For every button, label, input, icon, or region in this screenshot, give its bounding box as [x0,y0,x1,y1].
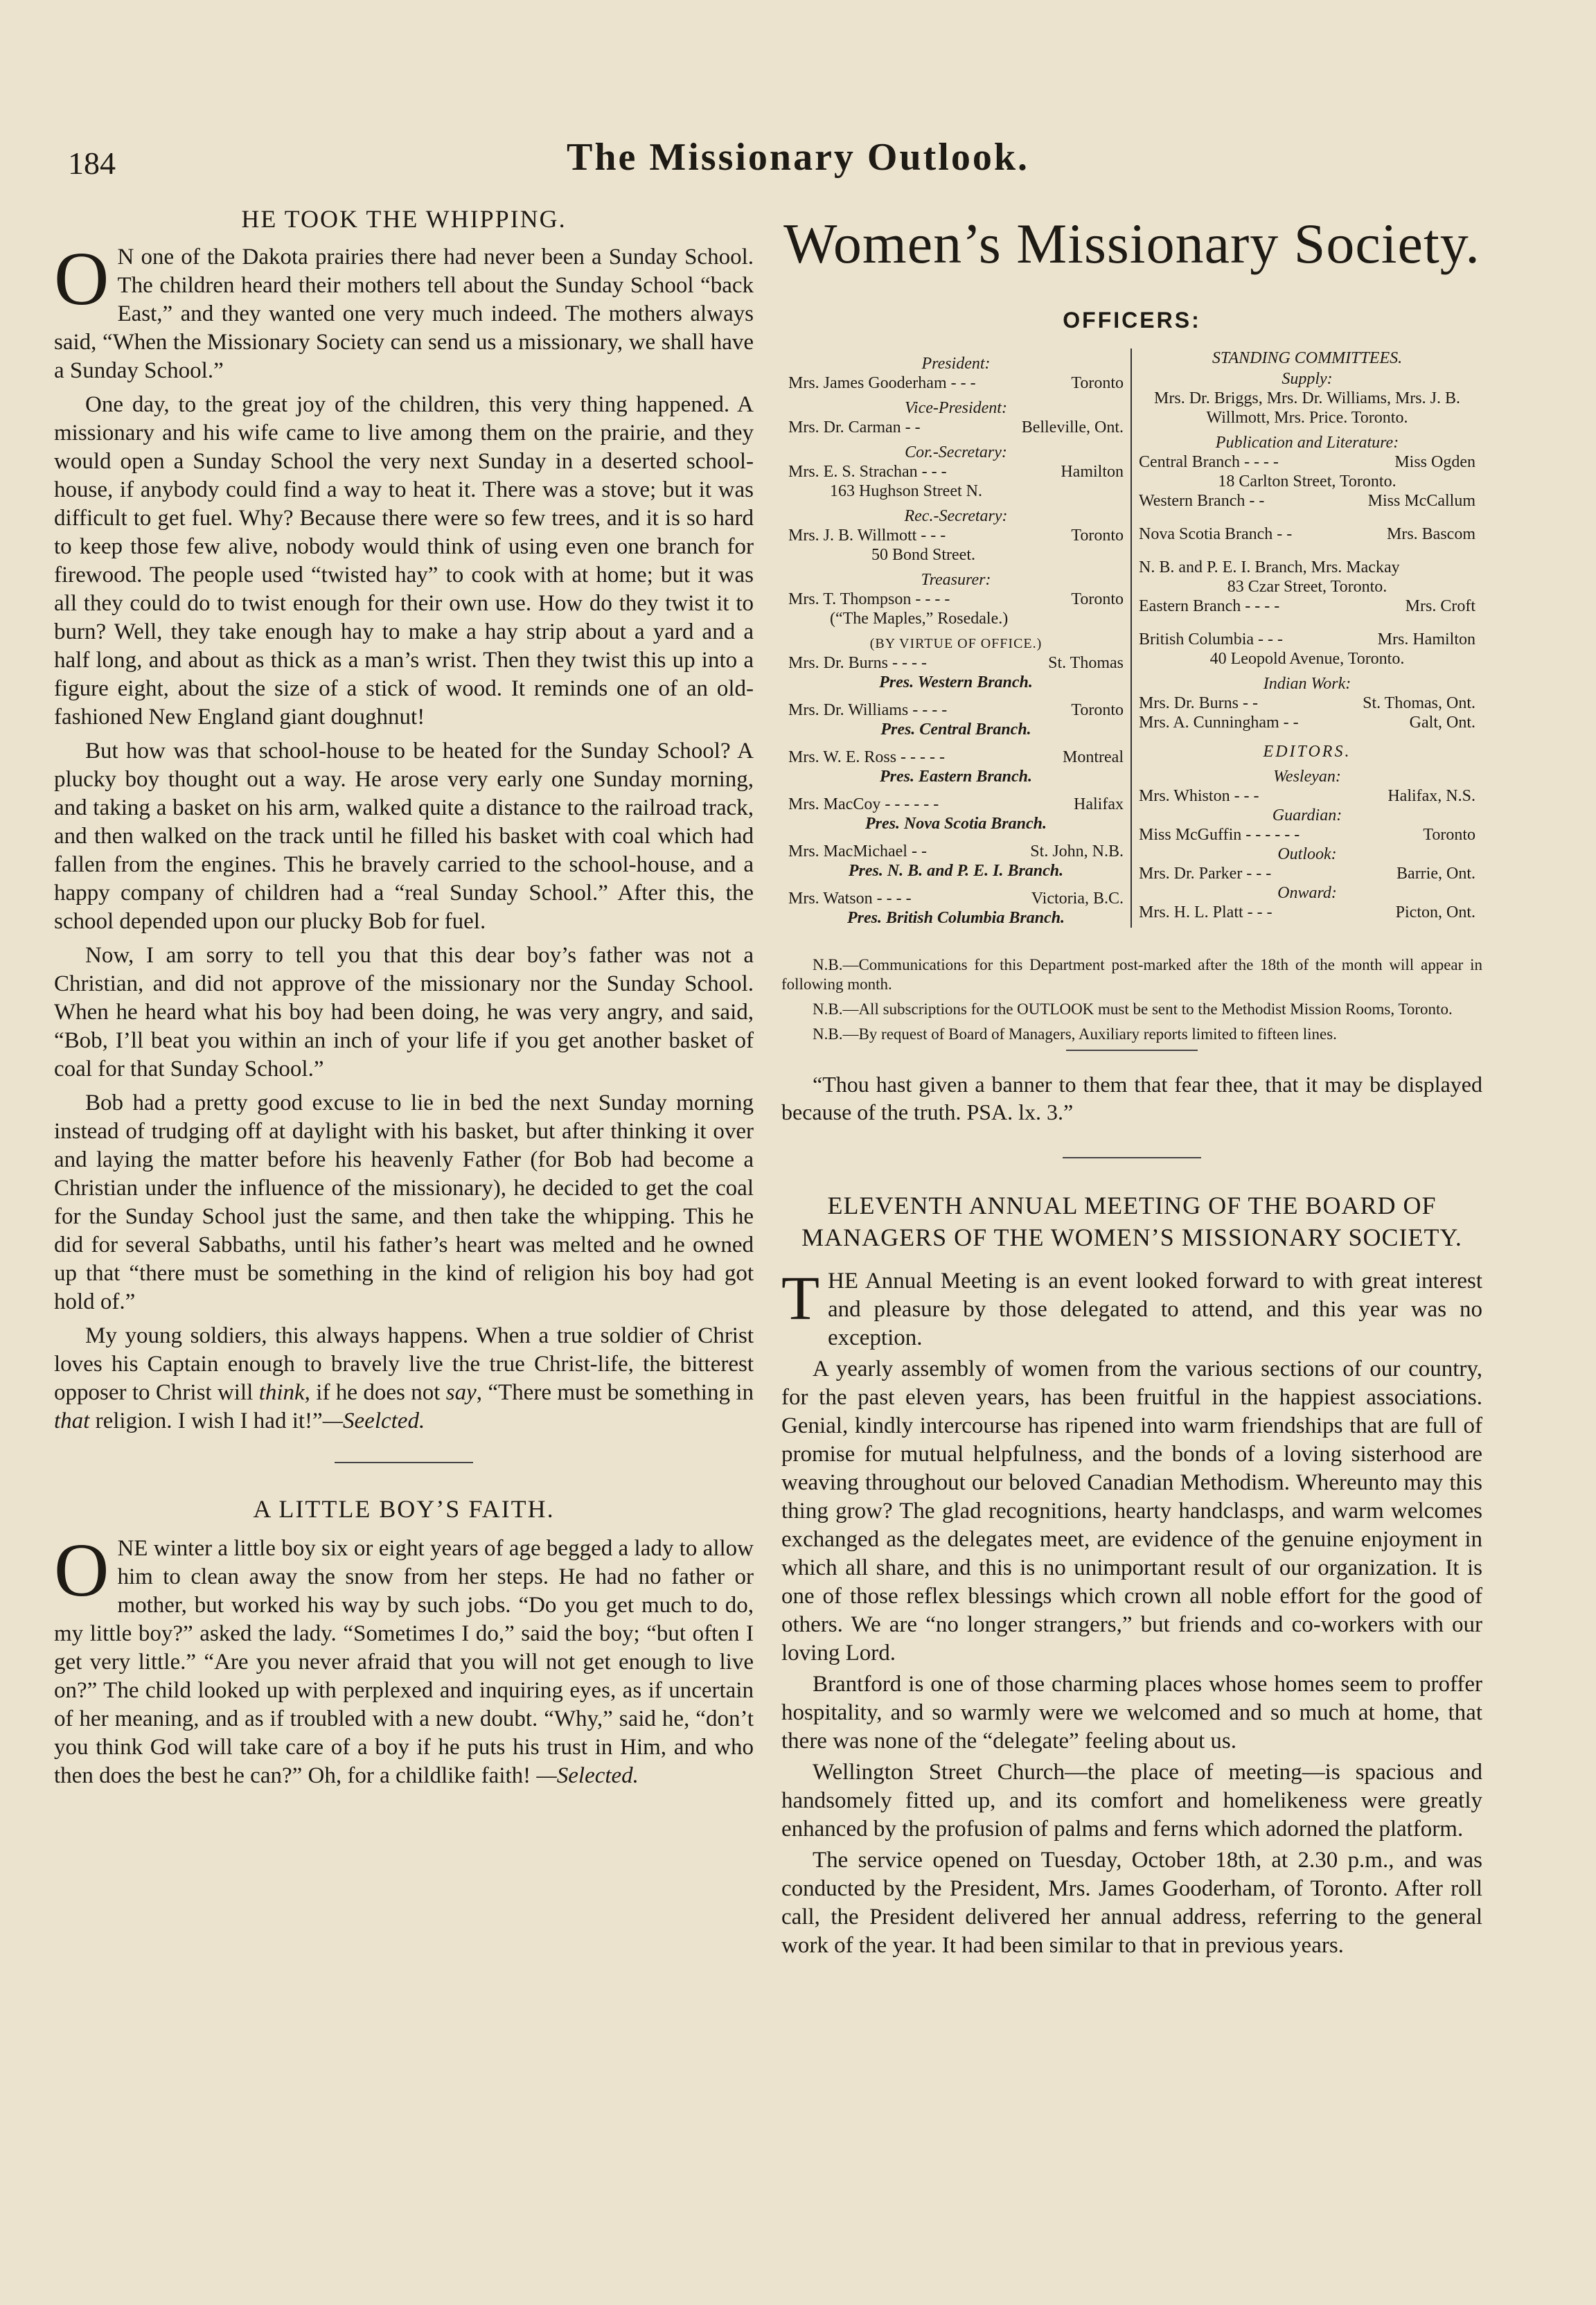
role-label: Cor.-Secretary: [905,443,1007,461]
committee-address: 40 Leopold Avenue, Toronto. [1209,650,1405,668]
article-heading-whipping: HE TOOK THE WHIPPING. [241,205,567,233]
editor-row: Mrs. Whiston - - - Halifax, N.S. [1139,787,1475,805]
article-paragraph: One day, to the great joy of the children, this very thing happened. A missionary and his wife came to live among them on the prairie, and they would open a Sunday School the very next Sunday in a deserted school-house, if anybody could find a way to heat it. There was a stove; but it was difficult to get fuel. Why? Because there were so few trees, and it is so hard to keep those few alive, nobody would think of using even one branch for firewood. The people used “twisted hay” to cook with at home; but it was all they could do to twist enough for their own use. How do they twist it to burn? Well, they take enough hay to make a hay strip about a yard and a half long, and about as thick as a man’s wrist. Then they twist this up into a figure eight, about the size of a stick of wood. It reminds one of an old-fashioned New England giant doughnut! [54,392,754,730]
committee-row: Eastern Branch - - - - Mrs. Croft [1139,597,1475,615]
committee-address: 18 Carlton Street, Toronto. [1218,473,1396,491]
right-column [781,204,1482,1960]
article-paragraph: Brantford is one of those charming places whose homes seem to proffer hospitality, and so warmly were we welcomed and so much at home, that there was none of the “delegate” feeling about us. [781,1672,1482,1754]
branch-president: Pres. N. B. and P. E. I. Branch. [848,862,1064,880]
signature: —Seelcted. [322,1408,425,1433]
officer-row: Mrs. J. B. Willmott - - - Toronto [788,527,1124,545]
committees-label: STANDING COMMITTEES. [1212,349,1403,367]
editor-row: Mrs. H. L. Platt - - - Picton, Ont. [1139,903,1475,921]
role-label: Rec.-Secretary: [904,507,1008,525]
committee-row: Central Branch - - - - Miss Ogden [1139,453,1475,471]
branch-president: Pres. Central Branch. [880,721,1031,739]
officers-left-list [781,348,1132,928]
left-column [54,204,754,1790]
role-label: Outlook: [1277,845,1337,863]
drop-cap: O [54,1528,109,1612]
drop-cap: O [54,236,109,321]
officer-address: 163 Hughson Street N. [830,482,982,500]
officers-title: OFFICERS: [1063,308,1201,333]
editor-row: Miss McGuffin - - - - - - Toronto [1139,826,1475,844]
article-paragraph: O N one of the Dakota prairies there had never been a Sunday School. The children heard their mothers tell about the Sunday School “back East,” and they wanted one very much indeed. The mothers always said, “When the Missionary Society can send us a missionary, we shall have a Sunday School.” [54,236,754,383]
committee-members: Mrs. Dr. Briggs, Mrs. Dr. Williams, Mrs. J. B. Willmott, Mrs. Price. Toronto. [1154,389,1460,427]
officer-row: Mrs. MacCoy - - - - - - Halifax [788,795,1124,813]
section-divider [335,1462,473,1463]
society-title: Women’s Missionary Society. [783,212,1480,275]
article-paragraph: My young soldiers, this always happens. When a true soldier of Christ loves his Captain enough to bravely live the true Christ-life, the bitterest opposer to Christ will think, if he does not say, “There must be something in that religion. I wish I had it!”—Seelcted. [54,1323,754,1433]
officer-row: Mrs. Dr. Burns - - - - St. Thomas [788,654,1124,672]
officer-row: Mrs. Watson - - - - Victoria, B.C. [788,890,1124,908]
signature: —Selected. [536,1763,639,1788]
section-divider [1066,1050,1198,1051]
role-label: Vice-President: [905,399,1007,417]
notes-block [781,955,1482,1044]
branch-president: Pres. Nova Scotia Branch. [864,815,1047,833]
article-paragraph: THE Annual Meeting is an event looked forward to with great interest and pleasure by those delegated to attend, and this year was no exception. [781,1264,1482,1350]
committee-address: 83 Czar Street, Toronto. [1227,578,1387,596]
article-paragraph: Wellington Street Church—the place of meeting—is spacious and handsomely fitted up, and its comfort and homelikeness were greatly enhanced by the profusion of palms and ferns which adorned the platform. [781,1760,1482,1842]
officer-row: Mrs. MacMichael - - St. John, N.B. [788,842,1124,860]
note: N.B.—All subscriptions for the OUTLOOK must be sent to the Methodist Mission Rooms, Toronto. [813,1000,1453,1018]
committee-row: Mrs. Dr. Burns - - St. Thomas, Ont. [1139,694,1475,712]
officer-row: Mrs. Dr. Carman - - Belleville, Ont. [788,418,1124,436]
role-label: Publication and Literature: [1215,434,1399,452]
officers-table [781,348,1482,928]
drop-cap: T [781,1264,819,1333]
scripture-quote: “Thou hast given a banner to them that fear thee, that it may be displayed because of the truth. PSA. lx. 3.” [781,1072,1482,1124]
role-label: Onward: [1277,884,1337,902]
article-paragraph: ONE winter a little boy six or eight years of age begged a lady to allow him to clean away the snow from her steps. He had no father or mother, but worked his way by such jobs. “Do you get much to do, my little boy?” asked the lady. “Sometimes I do,” said the boy; “but often I get very little.” “Are you never afraid that you will not get enough to live on?” The child looked up with perplexed and inquiring eyes, as if uncertain of her meaning, and as if troubled with a new doubt. “Why,” said he, “don’t you think God will take care of a boy if he puts his trust in Him, and who then does the best he can?” Oh, for a childlike faith! —Selected. [54,1528,754,1788]
running-title: The Missionary Outlook. [567,136,1029,179]
officer-address: 50 Bond Street. [871,546,975,564]
editor-row: Mrs. Dr. Parker - - - Barrie, Ont. [1139,865,1475,883]
officers-right-list [1132,348,1482,928]
officer-row: Mrs. E. S. Strachan - - - Hamilton [788,463,1124,481]
branch-president: Pres. British Columbia Branch. [846,909,1065,927]
article-paragraph: Now, I am sorry to tell you that this dear boy’s father was not a Christian, and did not approve of the missionary nor the Sunday School. When he heard what his boy had been doing, he was very angry, and said, “Bob, I’ll beat you within an inch of your life if you get another basket of coal for that Sunday School.” [54,943,754,1081]
committee-row: Nova Scotia Branch - - Mrs. Bascom [1139,525,1475,543]
branch-president: Pres. Eastern Branch. [879,768,1033,786]
officer-row: Mrs. Dr. Williams - - - - Toronto [788,701,1124,719]
section-divider [1063,1157,1201,1158]
role-label: Wesleyan: [1273,768,1341,786]
officer-address: (“The Maples,” Rosedale.) [830,610,1009,628]
ex-officio-label: (BY VIRTUE OF OFFICE.) [869,636,1043,651]
note: N.B.—Communications for this Department post-marked after the 18th of the month will appear in following month. [781,956,1482,993]
officer-row: Mrs. James Gooderham - - - Toronto [788,374,1124,392]
editors-label: EDITORS. [1263,743,1351,761]
role-label: Treasurer: [921,571,991,589]
page-number: 184 [68,145,116,181]
committee-row: N. B. and P. E. I. Branch, Mrs. Mackay [1139,558,1400,576]
meeting-heading: ELEVENTH ANNUAL MEETING OF THE BOARD OF MANAGERS OF THE WOMEN’S MISSIONARY SOCIETY. [801,1192,1462,1251]
article-paragraph: Bob had a pretty good excuse to lie in bed the next Sunday morning instead of trudging off at daylight with his basket, but after thinking it over and laying the matter before his heavenly Father (for Bob had become a Christian under the influence of the missionary), he decided to get the coal for the Sunday School just the same, and then take the whipping. This he did for several Sabbaths, until his father’s heart was melted and he owned up that “there must be something in the kind of religion his boy had got hold of.” [54,1090,754,1314]
officer-row: Mrs. T. Thompson - - - - Toronto [788,590,1124,608]
role-label: President: [921,355,991,373]
committee-row: Mrs. A. Cunningham - - Galt, Ont. [1139,714,1475,732]
branch-president: Pres. Western Branch. [879,673,1033,691]
article-paragraph: But how was that school-house to be heated for the Sunday School? A plucky boy thought out a way. He arose very early one Sunday morning, and taking a basket on his arm, walked quite a distance to the railroad track, and then walked on the track until he filled his basket with coal which had fallen from the engines. This he bravely carried to the school-house, and a happy company of children had a “real Sunday School.” After this, the school depended upon our plucky Bob for fuel. [54,739,754,934]
article-paragraph: The service opened on Tuesday, October 18th, at 2.30 p.m., and was conducted by the President, Mrs. James Gooderham, of Toronto. After roll call, the President delivered her annual address, referring to the general work of the year. It had been similar to that in previous years. [781,1848,1482,1958]
committee-row: British Columbia - - - Mrs. Hamilton [1139,630,1475,648]
committee-row: Western Branch - - Miss McCallum [1139,492,1475,510]
officer-row: Mrs. W. E. Ross - - - - - Montreal [788,748,1124,766]
role-label: Guardian: [1272,806,1342,824]
article-heading-faith: A LITTLE BOY’S FAITH. [253,1495,555,1523]
note: N.B.—By request of Board of Managers, Auxiliary reports limited to fifteen lines. [813,1025,1337,1043]
role-label: Indian Work: [1263,675,1351,693]
article-paragraph: A yearly assembly of women from the various sections of our country, for the past eleven years, has been fruitful in the happiest associations. Genial, kindly intercourse has ripened into warm friendships that are full of promise for mutual helpfulness, and the bonds of a loving sisterhood are weaving throughout our beloved Canadian Methodism. Whereunto may this thing grow? The glad recognitions, hearty handclasps, and warm welcomes exchanged as the delegates meet, are evidence of the genuine enjoyment in which all share, and this is no unimportant result of our organization. It is one of those reflex blessings which crown all noble effort for the good of others. We are “no longer strangers,” but friends and co-workers with our loving Lord. [781,1357,1482,1666]
page-header [48,135,1548,191]
role-label: Supply: [1282,370,1333,388]
